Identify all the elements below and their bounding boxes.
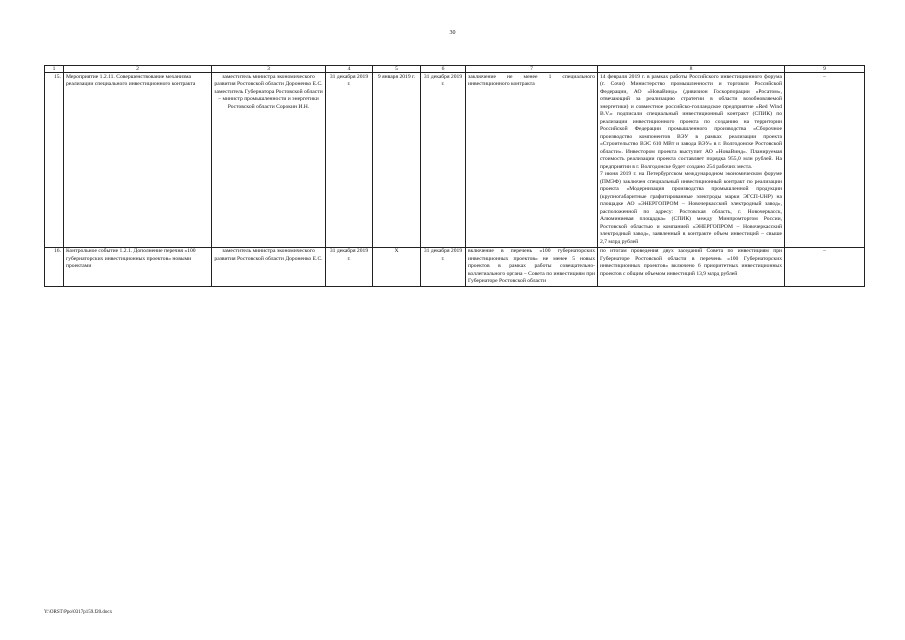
row-number: 16. xyxy=(45,247,64,287)
header-col-3: 3 xyxy=(212,66,326,73)
report-table xyxy=(44,65,865,287)
end-date: 31 декабря 2019 г. xyxy=(421,247,466,287)
responsible: заместитель министра экономического развития Ростовской области Дороненко Е.С. заместитель Губернатора Ростовской области – министр промышленности и энергетики Ростовской области Сорокин И.Н. xyxy=(212,73,326,248)
actual-result-paragraph-1: 14 февраля 2019 г. в рамках работы Российского инвестиционного форума (г. Сочи) Министерство промышленности и торговли Российской Федерации, АО «НоваВинд» (дивизион Госкорпорации «Росатом», отвечающий за реализацию стратегии в области возобновляемой энергетики) и совместное российско-голландское предприятие «Red Wind B.V.» подписали специальный инвестиционный контракт (СПИК) по реализации инвестиционного проекта по созданию на территории Российской Федерации промышленного производства «Сборочное производство компонентов ВЭУ в рамках реализации проекта «Строительство ВЭС 610 МВт и завода ВЭУ» в г. Волгодонске Ростовской области». Инвестором проекта выступит АО «НоваВинд». Планируемая стоимость реализации проекта составляет порядка 955,0 млн рублей. На предприятии в г. Волгодонске будет создано 254 рабочих места. xyxy=(600,73,782,170)
header-col-8: 8 xyxy=(598,66,785,73)
table-row xyxy=(45,73,865,248)
start-date: 9 января 2019 г. xyxy=(373,73,421,248)
start-date: X xyxy=(373,247,421,287)
event-name: Мероприятие 1.2.11. Совершенствование механизма реализации специального инвестиционного контракта xyxy=(64,73,212,248)
actual-result: по итогам проведения двух заседаний Совета по инвестициям при Губернаторе Ростовской области в перечень «100 Губернаторских инвестиционных проектов» включено 6 приоритетных инвестиционных проектов с общим объемом инвестиций 13,9 млрд рублей xyxy=(598,247,785,287)
header-col-9: 9 xyxy=(785,66,865,73)
header-col-6: 6 xyxy=(421,66,466,73)
note: – xyxy=(785,73,865,248)
end-date: 31 декабря 2019 г. xyxy=(421,73,466,248)
header-col-2: 2 xyxy=(64,66,212,73)
footer-file-path: Y:\ORST\Ppo\0317p159.f20.docx xyxy=(44,610,113,615)
table-row xyxy=(45,247,865,287)
header-col-7: 7 xyxy=(466,66,598,73)
header-col-5: 5 xyxy=(373,66,421,73)
event-name: Контрольное событие 1.2.1. Дополнение перечня «100 губернаторских инвестиционных проектов» новыми проектами xyxy=(64,247,212,287)
responsible: заместитель министра экономического развития Ростовской области Дороненко Е.С. xyxy=(212,247,326,287)
actual-result xyxy=(598,73,785,248)
expected-result: включение в перечень «100 губернаторских инвестиционных проектов» не менее 5 новых проектов в рамках работы совещательно-коллегиального органа – Совета по инвестициям при Губернаторе Ростовской области xyxy=(466,247,598,287)
header-col-1: 1 xyxy=(45,66,64,73)
page-number: 30 xyxy=(449,30,456,36)
header-row xyxy=(45,66,865,73)
row-number: 15. xyxy=(45,73,64,248)
header-col-4: 4 xyxy=(326,66,373,73)
planned-date: 31 декабря 2019 г. xyxy=(326,247,373,287)
actual-result-paragraph-2: 7 июня 2019 г. на Петербургском международном экономическом форуме (ПМЭФ) заключен специальный инвестиционный контракт по реализации проекта «Модернизация производства промышленной продукции (крупногабаритные графитированные электроды марки ЭГСП-UHP) на площадке АО «ЭНЕРГОПРОМ – Новочеркасский электродный завод», расположенной по адресу: Ростовская область, г. Новочеркасск, Алюминиевая площадка» (СПИК) между Минпромторгом России, Ростовской областью и компанией «ЭНЕРГОПРОМ – Новочеркасский электродный завод», заявленный в контракте объем инвестиций – свыше 2,7 млрд рублей xyxy=(600,171,782,245)
expected-result: заключение не менее 1 специального инвестиционного контракта xyxy=(466,73,598,248)
note: – xyxy=(785,247,865,287)
planned-date: 31 декабря 2019 г. xyxy=(326,73,373,248)
